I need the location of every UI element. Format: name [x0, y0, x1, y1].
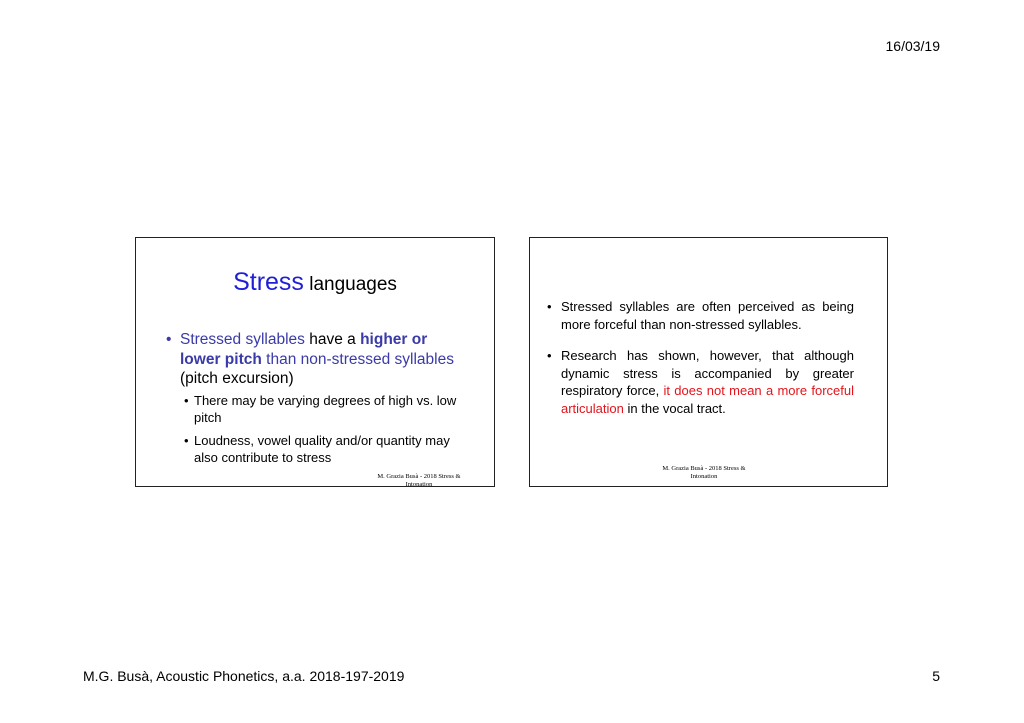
slide-bullet-list	[547, 298, 854, 417]
credit-line: M. Grazia Busà - 2018 Stress &	[377, 473, 461, 480]
bullet-emphasis-red: it does not mean a more forceful articulation	[561, 383, 854, 416]
credit-line: Intonation	[405, 481, 433, 488]
slide-credit	[371, 473, 467, 489]
slide-title	[136, 268, 494, 297]
page-date: 16/03/19	[885, 38, 940, 54]
slide-thumbnail-stress-languages	[135, 237, 495, 487]
slide-thumbnail-stress-force	[529, 237, 888, 487]
slide-title-rest: languages	[309, 274, 397, 295]
page-number: 5	[932, 668, 940, 684]
slide-bullet-list	[166, 330, 466, 467]
bullet-text: (pitch excursion)	[180, 370, 294, 387]
bullet-text: Research has shown, however, that although dynamic stress is accompanied by greater respiratory force,	[561, 348, 854, 398]
slide-title-accent: Stress	[233, 268, 304, 296]
bullet-text: Stressed syllables are often perceived as being more forceful than non-stressed syllables.	[561, 299, 854, 332]
bullet-paragraph	[547, 347, 854, 417]
sub-bullet-icon: •	[184, 432, 189, 448]
bullet-text-blue: than non-stressed syllables	[266, 350, 454, 368]
page-footer-citation: M.G. Busà, Acoustic Phonetics, a.a. 2018-197-2019	[83, 668, 405, 684]
main-bullet	[166, 330, 466, 389]
bullet-emphasis: higher or lower pitch	[180, 331, 428, 368]
sub-bullet	[166, 392, 466, 427]
credit-line: Intonation	[690, 473, 718, 480]
sub-bullet-text: There may be varying degrees of high vs. low pitch	[194, 392, 457, 425]
sub-bullet-text: Loudness, vowel quality and/or quantity may also contribute to stress	[194, 432, 450, 465]
bullet-icon: •	[547, 348, 552, 363]
slide-credit	[656, 465, 752, 481]
sub-bullet-icon: •	[184, 392, 189, 408]
bullet-text: in the vocal tract.	[627, 400, 726, 416]
bullet-icon: •	[547, 299, 552, 314]
bullet-icon: •	[166, 331, 172, 348]
bullet-text: have a	[309, 331, 356, 348]
bullet-stressed-syllables: Stressed syllables	[180, 331, 305, 348]
credit-line: M. Grazia Busà - 2018 Stress &	[662, 465, 746, 472]
bullet-paragraph	[547, 298, 854, 333]
sub-bullet	[166, 432, 466, 467]
